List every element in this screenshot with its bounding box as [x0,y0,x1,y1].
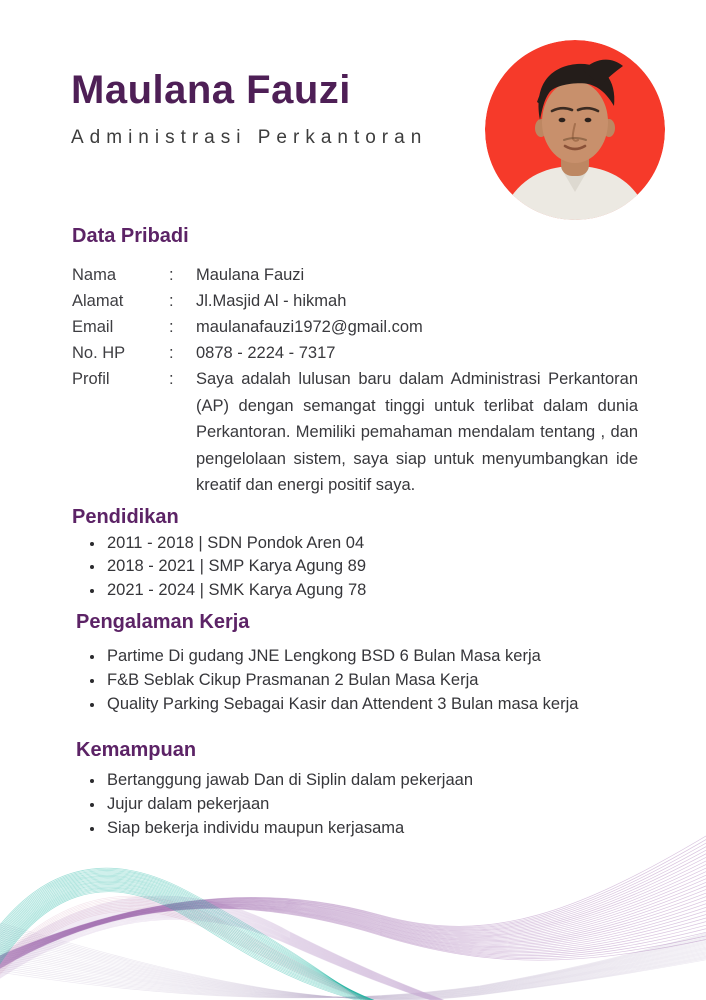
education-item: • 2011 - 2018 | SDN Pondok Aren 04 [105,532,638,556]
field-separator: : [169,370,174,388]
kemampuan-heading: Kemampuan [76,739,197,761]
field-row-email [72,314,638,340]
field-value: Jl.Masjid Al - hikmah [196,292,347,310]
experience-item: • Quality Parking Sebagai Kasir dan Attendent 3 Bulan masa kerja [105,692,638,716]
section-kemampuan [72,738,638,840]
wave-decoration [0,820,706,1000]
profile-photo-illustration [485,40,665,220]
skill-item: • Jujur dalam pekerjaan [105,792,638,816]
data-pribadi-heading: Data Pribadi [72,225,189,247]
field-value-email: maulanafauzi1972@gmail.com [196,318,423,336]
cv-content [72,224,638,840]
experience-item: • F&B Seblak Cikup Prasmanan 2 Bulan Masa Kerja [105,668,638,692]
job-subtitle: Administrasi Perkantoran [71,127,428,148]
field-separator: : [169,266,174,284]
education-list [72,532,638,603]
skills-list [72,768,638,840]
section-pengalaman-kerja [72,610,638,716]
profil-text: Saya adalah lulusan baru dalam Administrasi Perkantoran (AP) dengan semangat tinggi untuk terlibat dalam dunia Perkantoran. Memiliki pemahaman mendalam tentang , dan pengelolaan sistem, saya siap untuk menyumbangkan ide kreatif dan energi positif saya. [196,370,638,494]
field-separator: : [169,318,174,336]
profile-photo [485,40,665,220]
field-row-alamat [72,288,638,314]
field-label: No. HP [72,344,126,362]
pendidikan-heading: Pendidikan [72,505,179,528]
section-pendidikan [72,505,638,603]
skill-item: • Bertanggung jawab Dan di Siplin dalam pekerjaan [105,768,638,792]
field-label: Email [72,318,114,336]
page-title: Maulana Fauzi [71,68,351,112]
field-row-no-hp [72,340,638,366]
field-row-profil [72,366,638,499]
field-label: Alamat [72,292,124,310]
education-item: • 2018 - 2021 | SMP Karya Agung 89 [105,555,638,579]
header [71,68,427,149]
pengalaman-kerja-heading: Pengalaman Kerja [76,611,250,633]
field-separator: : [169,344,174,362]
education-item: • 2021 - 2024 | SMK Karya Agung 78 [105,579,638,603]
field-label: Nama [72,266,117,284]
experience-list [72,644,638,716]
field-value: Maulana Fauzi [196,266,305,284]
skill-item: • Siap bekerja individu maupun kerjasama [105,816,638,840]
field-row-nama [72,262,638,288]
experience-item: • Partime Di gudang JNE Lengkong BSD 6 Bulan Masa kerja [105,644,638,668]
field-label: Profil [72,370,110,388]
section-data-pribadi [72,224,638,499]
field-separator: : [169,292,174,310]
field-value: 0878 - 2224 - 7317 [196,344,336,362]
